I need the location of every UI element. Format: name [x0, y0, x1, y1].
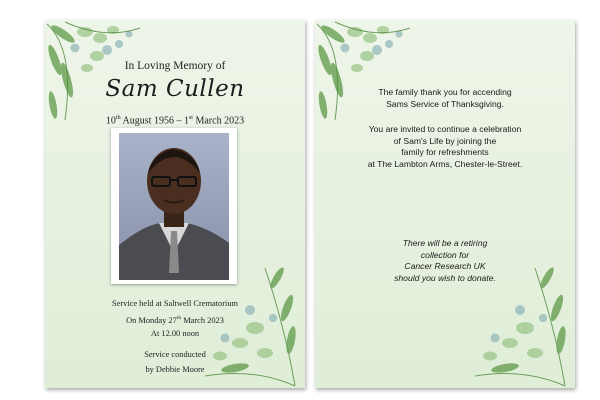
charity-line: collection for — [420, 249, 470, 260]
service-date-prefix: On Monday 27 — [126, 315, 177, 325]
conducted-label: Service conducted — [144, 350, 206, 359]
portrait-frame — [111, 128, 237, 284]
life-dates — [45, 115, 305, 126]
service-date-rest: March 2023 — [183, 315, 224, 325]
invite-line: family for refreshments — [401, 147, 489, 157]
charity-line: should you wish to donate. — [394, 272, 496, 283]
portrait-photo — [119, 133, 229, 280]
back-card — [315, 20, 575, 388]
invite-message — [315, 124, 575, 170]
birth-suffix: th — [115, 115, 121, 121]
death-rest: March 2023 — [195, 115, 245, 127]
thanks-line: Sams Service of Thanksgiving. — [386, 98, 504, 109]
conducted-by: by Debbie Moore — [145, 365, 205, 374]
invite-line: You are invited to continue a celebration — [368, 124, 522, 134]
death-suffix: st — [188, 115, 193, 121]
front-card — [45, 20, 305, 388]
birth-day: 10 — [105, 115, 116, 127]
service-location: Service held at Saltwell Crematorium — [111, 299, 239, 308]
deceased-name: Sam Cullen — [105, 76, 245, 102]
thanks-line: The family thank you for accending — [378, 87, 512, 97]
memorial-heading: In Loving Memory of — [124, 60, 226, 72]
charity-message — [315, 238, 575, 284]
service-time: At 12.00 noon — [150, 329, 200, 338]
service-date-suffix: th — [176, 315, 182, 321]
thanks-message — [315, 87, 575, 110]
charity-line: Cancer Research UK — [404, 261, 486, 271]
charity-line: There will be a retiring — [402, 238, 488, 248]
foliage-top-left — [315, 20, 425, 140]
birth-rest: August 1956 – — [122, 115, 182, 127]
death-day: 1 — [183, 115, 189, 127]
invite-line: at The Lambton Arms, Chester-le-Street. — [367, 158, 523, 169]
invite-line: of Sam's Life by joining the — [393, 135, 497, 146]
